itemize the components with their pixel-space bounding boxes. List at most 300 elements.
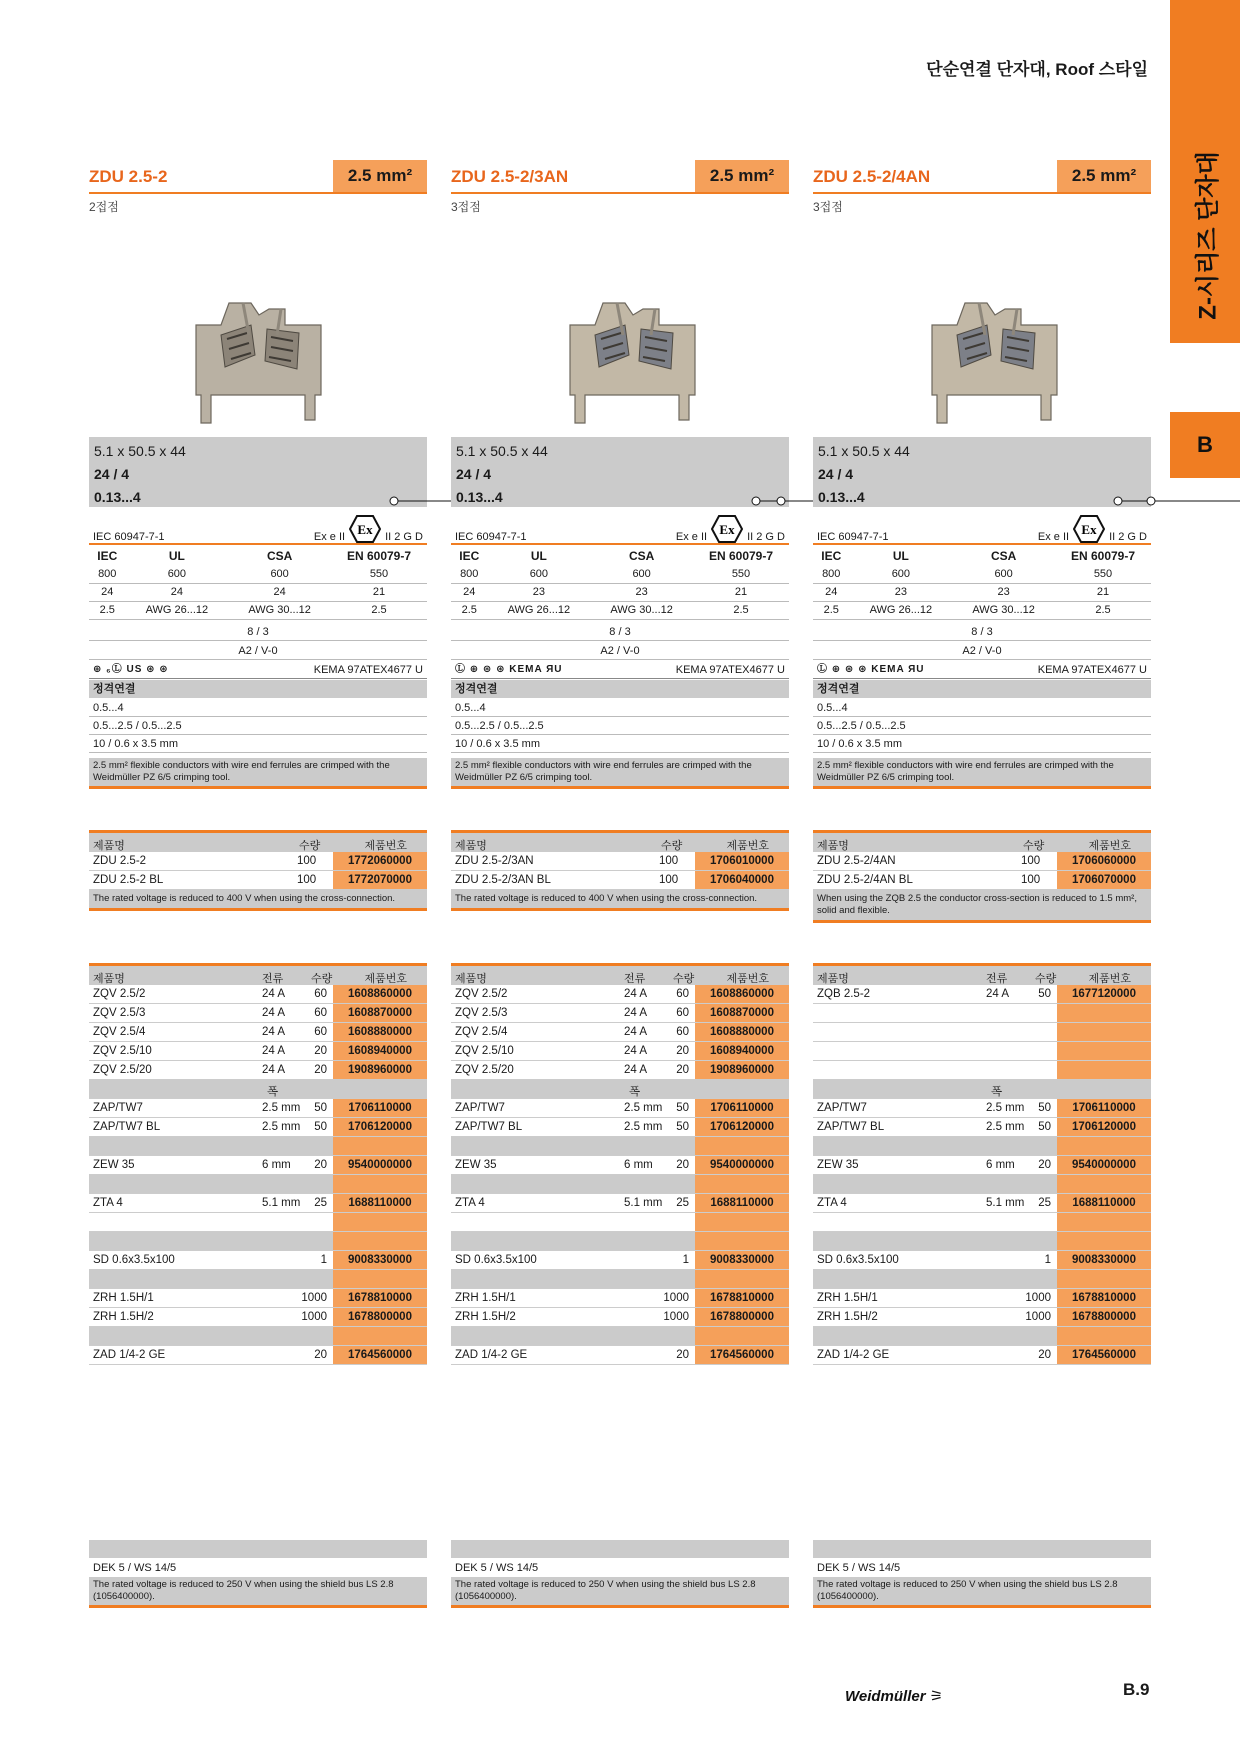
order-row	[451, 871, 789, 890]
part-number[interactable]: 1772070000	[333, 871, 427, 889]
item-qty: 1	[320, 1254, 327, 1266]
accessory-header	[813, 966, 1151, 985]
empty-part-cell	[1057, 1232, 1151, 1250]
order-table	[89, 830, 427, 911]
order-note: When using the ZQB 2.5 the conductor cross-section is reduced to 1.5 mm², solid and flexible.	[813, 890, 1151, 923]
marker-note: The rated voltage is reduced to 250 V when using the shield bus LS 2.8 (1056400000).	[813, 1577, 1151, 1608]
item-name: ZAP/TW7	[817, 1102, 867, 1114]
product-header	[89, 160, 427, 194]
accessory-row	[813, 1308, 1151, 1327]
approval-icons: ⊕ ₆Ⓛ US ⊛ ⊛	[93, 664, 169, 675]
side-tab-label: Z-시리즈 단자대	[1194, 150, 1222, 320]
accessory-row	[813, 1251, 1151, 1270]
part-number[interactable]: 1678800000	[1057, 1308, 1151, 1326]
accessory-col-header: 수량	[673, 973, 695, 985]
order-table	[451, 830, 789, 911]
product-size-badge: 2.5 mm²	[1057, 160, 1151, 192]
part-number[interactable]: 1608860000	[333, 985, 427, 1003]
part-number[interactable]	[1057, 1004, 1151, 1022]
item-qty: 25	[1038, 1197, 1051, 1209]
item-qty: 1000	[301, 1311, 327, 1323]
connection-row: 0.5...4	[89, 699, 427, 717]
pitch-row: 8 / 3	[89, 623, 427, 641]
item-name: ZAP/TW7 BL	[817, 1121, 885, 1133]
width-label: 폭	[629, 1086, 641, 1098]
accessory-row	[451, 985, 789, 1004]
connection-row: 0.5...4	[813, 699, 1151, 717]
connection-row: 10 / 0.6 x 3.5 mm	[451, 735, 789, 753]
accessory-row	[89, 1194, 427, 1213]
accessory-row	[813, 1289, 1151, 1308]
part-number[interactable]: 1706110000	[1057, 1099, 1151, 1117]
item-name: ZQV 2.5/10	[455, 1045, 514, 1057]
ratings-table	[89, 547, 427, 620]
item-rating: 2.5 mm	[986, 1121, 1025, 1133]
ratings-table	[451, 547, 789, 620]
item-name: ZTA 4	[817, 1197, 847, 1209]
accessory-row	[89, 985, 427, 1004]
accessory-col-header: 제품번호	[726, 973, 769, 985]
accessory-col-header: 제품번호	[1088, 973, 1131, 985]
ratings-row	[813, 565, 1151, 583]
spacer-row	[89, 1175, 427, 1194]
part-number[interactable]: 1772060000	[333, 852, 427, 870]
item-name: ZAP/TW7	[93, 1102, 143, 1114]
accessory-row	[89, 1061, 427, 1080]
part-number[interactable]: 1608880000	[333, 1023, 427, 1041]
spacer-row	[813, 1137, 1151, 1156]
part-number[interactable]: 1908960000	[333, 1061, 427, 1079]
iec-standard: IEC 60947-7-1	[455, 531, 527, 543]
accessory-col-header: 제품명	[93, 973, 125, 985]
ratings-cell: 600	[850, 565, 953, 583]
item-rating: 5.1 mm	[624, 1197, 663, 1209]
ratings-cell: 2.5	[693, 601, 789, 619]
weidmuller-logo: Weidmüller ⚞	[845, 1688, 944, 1705]
accessory-col-header: 제품번호	[364, 973, 407, 985]
item-qty: 20	[314, 1349, 327, 1361]
spec-box	[813, 437, 1151, 507]
item-qty: 20	[314, 1159, 327, 1171]
rating: 24 / 4	[456, 466, 492, 482]
marker-name: DEK 5 / WS 14/5	[455, 1562, 539, 1574]
empty-part-cell	[333, 1175, 427, 1193]
ratings-cell: 24	[813, 583, 850, 601]
accessory-row	[451, 1289, 789, 1308]
kema-cert: KEMA 97ATEX4677 U	[675, 664, 785, 676]
item-qty: 60	[314, 988, 327, 1000]
col-part: 제품번호	[726, 840, 769, 852]
pitch-row: 8 / 3	[813, 623, 1151, 641]
spacer-row	[451, 1327, 789, 1346]
ratings-cell: 800	[813, 565, 850, 583]
item-name: ZQV 2.5/2	[455, 988, 508, 1000]
part-number[interactable]: 1608880000	[695, 1023, 789, 1041]
rating: 24 / 4	[818, 466, 854, 482]
order-header	[813, 833, 1151, 852]
ratings-header: CSA	[990, 549, 1017, 563]
item-qty: 20	[314, 1064, 327, 1076]
svg-text:Ex: Ex	[719, 522, 735, 537]
col-part: 제품번호	[1088, 840, 1131, 852]
ratings-cell: AWG 30...12	[952, 601, 1055, 619]
col-name: 제품명	[817, 840, 849, 852]
part-number[interactable]: 1678800000	[695, 1308, 789, 1326]
part-number[interactable]: 1764560000	[1057, 1346, 1151, 1364]
page-number: B.9	[1123, 1680, 1150, 1699]
item-name: ZQV 2.5/4	[93, 1026, 146, 1038]
order-note: The rated voltage is reduced to 400 V when using the cross-connection.	[451, 890, 789, 911]
part-number[interactable]: 1608870000	[695, 1004, 789, 1022]
item-rating: 2.5 mm	[624, 1121, 663, 1133]
ratings-row	[89, 565, 427, 583]
item-qty: 50	[676, 1102, 689, 1114]
page-title: 단순연결 단자대, Roof 스타일	[926, 60, 1148, 79]
part-number[interactable]: 1706040000	[695, 871, 789, 889]
accessory-col-header: 제품명	[817, 973, 849, 985]
item-qty: 1	[682, 1254, 689, 1266]
item-name: ZDU 2.5-2 BL	[93, 874, 164, 886]
accessory-row	[813, 985, 1151, 1004]
part-number[interactable]: 1706110000	[695, 1099, 789, 1117]
accessory-row	[89, 1289, 427, 1308]
part-number[interactable]: 1678810000	[1057, 1289, 1151, 1307]
empty-part-cell	[333, 1213, 427, 1231]
part-number[interactable]: 1764560000	[695, 1346, 789, 1364]
ratings-cell: 800	[451, 565, 488, 583]
accessory-table	[813, 963, 1151, 1365]
spacer-row	[89, 1137, 427, 1156]
accessory-row	[89, 1346, 427, 1365]
item-rating: 5.1 mm	[986, 1197, 1025, 1209]
accessory-row	[451, 1042, 789, 1061]
item-name: ZEW 35	[817, 1159, 859, 1171]
spec-box	[451, 437, 789, 507]
part-number[interactable]: 1908960000	[695, 1061, 789, 1079]
part-number[interactable]: 1764560000	[333, 1346, 427, 1364]
dimensions: 5.1 x 50.5 x 44	[818, 443, 910, 459]
part-number[interactable]: 1678800000	[333, 1308, 427, 1326]
accessory-row	[89, 1004, 427, 1023]
dimensions: 5.1 x 50.5 x 44	[94, 443, 186, 459]
ratings-cell: 2.5	[1055, 601, 1151, 619]
accessory-row	[89, 1099, 427, 1118]
part-number[interactable]: 1608940000	[695, 1042, 789, 1060]
part-number[interactable]	[1057, 1023, 1151, 1041]
terminal-block-image	[181, 295, 333, 433]
accessory-col-header: 수량	[311, 973, 333, 985]
part-number[interactable]: 1706120000	[1057, 1118, 1151, 1136]
part-number[interactable]: 1608870000	[333, 1004, 427, 1022]
approvals-row	[451, 661, 789, 679]
order-row	[813, 852, 1151, 871]
spacer-row	[451, 1213, 789, 1232]
item-qty: 20	[676, 1349, 689, 1361]
part-number[interactable]: 1706010000	[695, 852, 789, 870]
ex-right: II 2 G D	[385, 531, 423, 543]
item-rating: 24 A	[262, 1064, 286, 1076]
part-number[interactable]: 1688110000	[333, 1194, 427, 1212]
ratings-cell: 23	[590, 583, 693, 601]
item-qty: 60	[314, 1026, 327, 1038]
iec-standard: IEC 60947-7-1	[93, 531, 165, 543]
kema-cert: KEMA 97ATEX4677 U	[313, 664, 423, 676]
item-qty: 20	[676, 1064, 689, 1076]
item-qty: 50	[676, 1121, 689, 1133]
order-note: The rated voltage is reduced to 400 V when using the cross-connection.	[89, 890, 427, 911]
item-qty: 20	[676, 1159, 689, 1171]
svg-text:Ex: Ex	[357, 522, 373, 537]
accessory-row	[451, 1099, 789, 1118]
product-size-badge: 2.5 mm²	[695, 160, 789, 192]
flammability-row: A2 / V-0	[451, 642, 789, 660]
accessory-col-header: 전류	[262, 973, 284, 985]
certification-line	[813, 522, 1151, 545]
rated-connection-label: 정격연결	[813, 680, 1151, 698]
item-name: ZDU 2.5-2/3AN	[455, 855, 534, 867]
part-number[interactable]: 1608860000	[695, 985, 789, 1003]
accessory-row	[813, 1099, 1151, 1118]
ratings-cell: 550	[1055, 565, 1151, 583]
item-qty: 100	[297, 874, 317, 886]
empty-part-cell	[1057, 1327, 1151, 1345]
spacer-row	[89, 1213, 427, 1232]
part-number[interactable]: 9540000000	[695, 1156, 789, 1174]
kema-cert: KEMA 97ATEX4677 U	[1037, 664, 1147, 676]
part-number[interactable]: 1677120000	[1057, 985, 1151, 1003]
item-qty: 50	[314, 1102, 327, 1114]
item-qty: 20	[1038, 1159, 1051, 1171]
order-header	[89, 833, 427, 852]
item-name: ZRH 1.5H/1	[455, 1292, 516, 1304]
certification-line	[451, 522, 789, 545]
accessory-col-header: 제품명	[455, 973, 487, 985]
ratings-cell: 550	[693, 565, 789, 583]
accessory-row	[451, 1346, 789, 1365]
spec-box	[89, 437, 427, 507]
item-qty: 1000	[663, 1292, 689, 1304]
ratings-cell: AWG 26...12	[126, 601, 229, 619]
product-column	[451, 0, 789, 1620]
ratings-row	[451, 583, 789, 601]
accessory-row	[813, 1061, 1151, 1080]
width-label-row	[451, 1080, 789, 1099]
accessory-row	[813, 1118, 1151, 1137]
empty-part-cell	[695, 1175, 789, 1193]
product-name: ZDU 2.5-2/4AN	[813, 167, 931, 186]
crimp-note: 2.5 mm² flexible conductors with wire end ferrules are crimped with the Weidmüller PZ 6/5 crimping tool.	[813, 758, 1151, 789]
col-qty: 수량	[661, 840, 683, 852]
item-qty: 100	[659, 874, 679, 886]
approval-icons: Ⓛ ⊕ ⊛ ⊛ KEMA ЯU	[455, 664, 563, 675]
empty-part-cell	[695, 1213, 789, 1231]
accessory-row	[89, 1308, 427, 1327]
accessory-header	[451, 966, 789, 985]
empty-part-cell	[333, 1232, 427, 1250]
part-number[interactable]: 9540000000	[333, 1156, 427, 1174]
order-header	[451, 833, 789, 852]
ratings-cell: 21	[1055, 583, 1151, 601]
product-size-badge: 2.5 mm²	[333, 160, 427, 192]
part-number[interactable]: 1688110000	[695, 1194, 789, 1212]
empty-part-cell	[333, 1137, 427, 1155]
item-name: ZTA 4	[455, 1197, 485, 1209]
accessory-table	[451, 963, 789, 1365]
ratings-cell: 2.5	[89, 601, 126, 619]
connection-row: 0.5...4	[451, 699, 789, 717]
empty-part-cell	[1057, 1137, 1151, 1155]
marker-bar	[451, 1540, 789, 1558]
accessory-row	[451, 1004, 789, 1023]
accessory-row	[813, 1023, 1151, 1042]
width-label-row	[89, 1080, 427, 1099]
ratings-row	[813, 601, 1151, 619]
item-qty: 25	[314, 1197, 327, 1209]
spacer-row	[813, 1175, 1151, 1194]
item-qty: 50	[1038, 988, 1051, 1000]
marker-note: The rated voltage is reduced to 250 V when using the shield bus LS 2.8 (1056400000).	[89, 1577, 427, 1608]
spacer-row	[451, 1175, 789, 1194]
ex-hexagon-icon	[1073, 515, 1105, 543]
part-number[interactable]: 1706060000	[1057, 852, 1151, 870]
part-number[interactable]: 1608940000	[333, 1042, 427, 1060]
accessory-row	[451, 1308, 789, 1327]
part-number[interactable]: 1706070000	[1057, 871, 1151, 889]
rated-connection-label: 정격연결	[89, 680, 427, 698]
ratings-cell: AWG 30...12	[590, 601, 693, 619]
item-name: ZAP/TW7 BL	[455, 1121, 523, 1133]
ratings-header: UL	[892, 549, 909, 563]
ex-left: Ex e II	[313, 531, 346, 543]
ratings-cell: 600	[952, 565, 1055, 583]
ratings-cell: 2.5	[813, 601, 850, 619]
empty-part-cell	[1057, 1213, 1151, 1231]
empty-part-cell	[1057, 1270, 1151, 1288]
ex-hexagon-icon	[349, 515, 381, 543]
ratings-cell: 23	[488, 583, 591, 601]
accessory-header	[89, 966, 427, 985]
connection-row: 10 / 0.6 x 3.5 mm	[813, 735, 1151, 753]
item-rating: 6 mm	[262, 1159, 291, 1171]
ex-left: Ex e II	[675, 531, 708, 543]
ratings-row	[89, 583, 427, 601]
empty-part-cell	[695, 1270, 789, 1288]
connection-row: 10 / 0.6 x 3.5 mm	[89, 735, 427, 753]
item-name: ZQV 2.5/4	[455, 1026, 508, 1038]
item-qty: 60	[676, 1007, 689, 1019]
part-number[interactable]: 1706110000	[333, 1099, 427, 1117]
ratings-cell: 24	[228, 583, 331, 601]
item-rating: 24 A	[262, 988, 286, 1000]
approvals-row	[89, 661, 427, 679]
order-table	[813, 830, 1151, 923]
item-qty: 20	[1038, 1349, 1051, 1361]
ratings-cell: AWG 26...12	[488, 601, 591, 619]
ratings-row	[451, 565, 789, 583]
item-rating: 24 A	[262, 1045, 286, 1057]
contact-count: 3접점	[813, 200, 843, 214]
item-qty: 1000	[663, 1311, 689, 1323]
rated-connection-label: 정격연결	[451, 680, 789, 698]
item-name: ZAP/TW7	[455, 1102, 505, 1114]
ratings-cell: 21	[331, 583, 427, 601]
accessory-row	[451, 1118, 789, 1137]
marker-bar	[813, 1540, 1151, 1558]
part-number[interactable]	[1057, 1061, 1151, 1079]
item-name: ZQV 2.5/3	[455, 1007, 508, 1019]
part-number[interactable]: 9008330000	[333, 1251, 427, 1269]
item-name: ZQV 2.5/10	[93, 1045, 152, 1057]
ex-right: II 2 G D	[1109, 531, 1147, 543]
part-number[interactable]: 9008330000	[695, 1251, 789, 1269]
ratings-cell: 24	[126, 583, 229, 601]
width-label-row	[813, 1080, 1151, 1099]
part-number[interactable]	[1057, 1042, 1151, 1060]
accessory-row	[813, 1194, 1151, 1213]
part-number[interactable]: 1706120000	[333, 1118, 427, 1136]
order-row	[451, 852, 789, 871]
width-label: 폭	[991, 1086, 1003, 1098]
part-number[interactable]: 1706120000	[695, 1118, 789, 1136]
item-rating: 6 mm	[986, 1159, 1015, 1171]
item-rating: 6 mm	[624, 1159, 653, 1171]
item-name: ZRH 1.5H/2	[817, 1311, 878, 1323]
accessory-col-header: 수량	[1035, 973, 1057, 985]
col-name: 제품명	[455, 840, 487, 852]
part-number[interactable]: 1678810000	[333, 1289, 427, 1307]
product-name: ZDU 2.5-2	[89, 167, 168, 186]
contact-count: 3접점	[451, 200, 481, 214]
item-qty: 25	[676, 1197, 689, 1209]
wire-range: 0.13...4	[456, 489, 503, 505]
accessory-row	[89, 1156, 427, 1175]
ratings-cell: 23	[850, 583, 953, 601]
ratings-cell: 21	[693, 583, 789, 601]
ratings-cell: 800	[89, 565, 126, 583]
item-name: ZEW 35	[455, 1159, 497, 1171]
ex-hexagon-icon	[711, 515, 743, 543]
ratings-header: EN 60079-7	[708, 549, 774, 563]
ratings-row	[89, 601, 427, 619]
item-name: ZDU 2.5-2	[93, 855, 147, 867]
part-number[interactable]: 9540000000	[1057, 1156, 1151, 1174]
spacer-row	[89, 1327, 427, 1346]
product-header	[451, 160, 789, 194]
item-rating: 24 A	[624, 988, 648, 1000]
item-rating: 24 A	[624, 1045, 648, 1057]
accessory-row	[89, 1023, 427, 1042]
item-name: ZAD 1/4-2 GE	[93, 1349, 166, 1361]
col-name: 제품명	[93, 840, 125, 852]
ratings-header: EN 60079-7	[346, 549, 412, 563]
ex-right: II 2 G D	[747, 531, 785, 543]
ratings-header: CSA	[266, 549, 293, 563]
width-label: 폭	[267, 1086, 279, 1098]
part-number[interactable]: 9008330000	[1057, 1251, 1151, 1269]
product-column	[89, 0, 427, 1620]
accessory-row	[89, 1251, 427, 1270]
item-name: ZAD 1/4-2 GE	[817, 1349, 890, 1361]
spacer-row	[813, 1213, 1151, 1232]
ratings-row	[813, 583, 1151, 601]
item-qty: 1000	[301, 1292, 327, 1304]
ratings-cell: 600	[228, 565, 331, 583]
part-number[interactable]: 1678810000	[695, 1289, 789, 1307]
item-rating: 24 A	[624, 1026, 648, 1038]
ratings-cell: 2.5	[451, 601, 488, 619]
part-number[interactable]: 1688110000	[1057, 1194, 1151, 1212]
item-name: ZQV 2.5/2	[93, 988, 146, 1000]
